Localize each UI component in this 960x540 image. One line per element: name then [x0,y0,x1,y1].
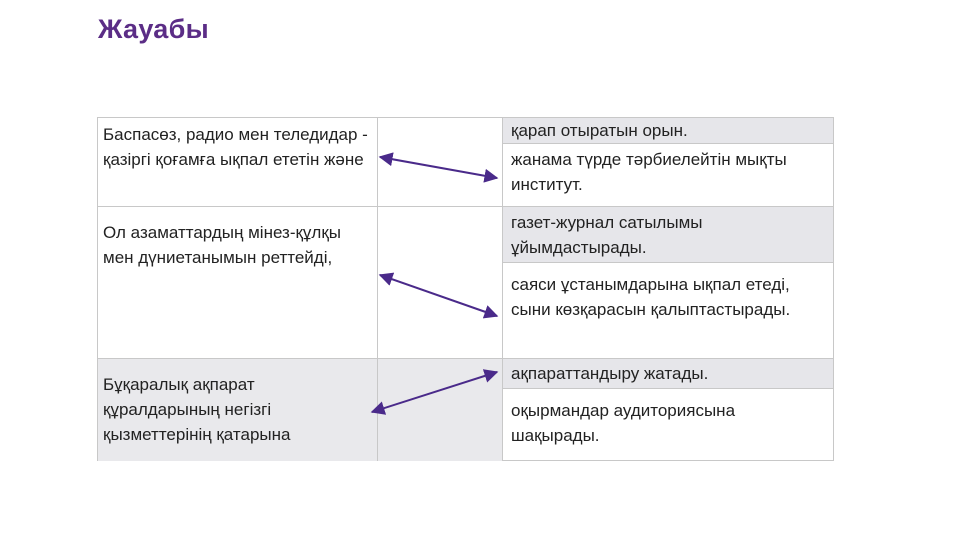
right-cell-2b: саяси ұстанымдарына ықпал етеді, сыни көзқарасын қалыптастырады. [502,262,833,358]
row-divider [98,358,833,359]
row-divider [98,206,833,207]
arrow-cell-3 [377,358,502,461]
right-cell-3b: оқырмандар аудиториясына шақырады. [502,388,833,461]
sub-row-divider [502,388,833,389]
right-cell-2a: газет-журнал сатылымы ұйымдастырады. [502,206,833,262]
left-cell-3: Бұқаралық ақпарат құралдарының негізгі қызметтерінің қатарына [98,358,377,461]
right-cell-1a: қарап отыратын орын. [502,118,833,143]
arrow-cell-1 [377,118,502,206]
arrow-cell-2 [377,206,502,358]
right-cell-3a: ақпараттандыру жатады. [502,358,833,388]
sub-row-divider [502,143,833,144]
left-cell-1: Баспасөз, радио мен теледидар - қазіргі қоғамға ықпал ететін және [103,125,368,169]
left-cell-2: Ол азаматтардың мінез-құлқы мен дүниетанымын реттейді, [103,223,342,267]
page-title: Жауабы [98,14,209,44]
right-cell-1b: жанама түрде тәрбиелейтін мықты институт. [502,143,833,206]
matching-table [97,117,834,461]
sub-row-divider [502,262,833,263]
